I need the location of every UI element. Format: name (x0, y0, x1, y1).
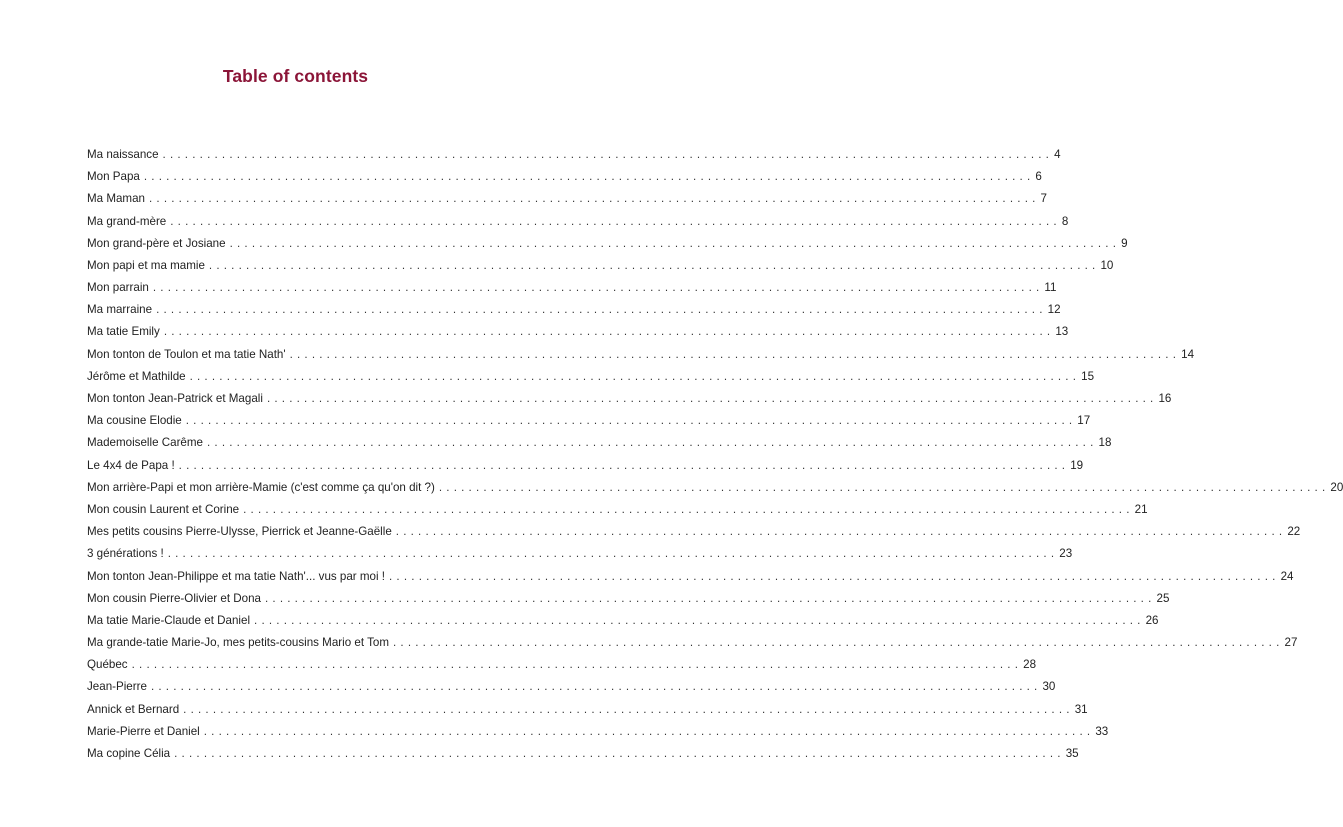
toc-entry[interactable] (87, 743, 1079, 765)
toc-entry-page: 6 (1035, 170, 1042, 184)
toc-entry-label: Ma marraine (87, 303, 153, 317)
dot-leader: ........................................................................................................................ (189, 369, 1081, 383)
toc-entry-page: 20 (1330, 480, 1343, 494)
toc-entry-label: Marie-Pierre et Daniel (87, 724, 200, 738)
toc-entry-label: Annick et Bernard (87, 702, 180, 716)
toc-entry-label: Mon tonton de Toulon et ma tatie Nath' (87, 347, 286, 361)
dot-leader: ........................................................................................................................ (203, 724, 1095, 738)
dot-leader: ........................................................................................................................ (150, 680, 1042, 694)
toc-entry-label: Mademoiselle Carême (87, 436, 203, 450)
toc-entry-label: Ma grande-tatie Marie-Jo, mes petits-cousins Mario et Tom (87, 636, 389, 650)
dot-leader: ........................................................................................................................ (395, 525, 1287, 539)
toc-entry-label: Mon cousin Laurent et Corine (87, 502, 240, 516)
toc-entry[interactable] (87, 211, 1069, 233)
toc-entry-page: 13 (1055, 325, 1069, 339)
toc-entry[interactable] (87, 610, 1159, 632)
toc-entry-label: Ma naissance (87, 147, 159, 161)
dot-leader: ........................................................................................................................ (185, 414, 1077, 428)
toc-entry[interactable] (87, 344, 1195, 366)
dot-leader: ........................................................................................................................ (208, 258, 1100, 272)
toc-entry-label: Ma grand-mère (87, 214, 167, 228)
toc-entry-page: 18 (1098, 436, 1112, 450)
toc-entry-page: 7 (1040, 192, 1047, 206)
toc-entry-label: Ma tatie Marie-Claude et Daniel (87, 613, 251, 627)
toc-entry-label: Québec (87, 658, 128, 672)
dot-leader: ........................................................................................................................ (254, 613, 1145, 627)
toc-entry-label: Ma tatie Emily (87, 325, 160, 339)
toc-entry[interactable] (87, 277, 1057, 299)
dot-leader: ........................................................................................................................ (143, 170, 1035, 184)
toc-entry[interactable] (87, 432, 1112, 454)
toc-entry-page: 26 (1145, 613, 1159, 627)
toc-entry[interactable] (87, 699, 1088, 721)
toc-entry[interactable] (87, 588, 1170, 610)
toc-entry[interactable] (87, 477, 1343, 499)
toc-entry-page: 15 (1081, 369, 1095, 383)
toc-entry[interactable] (87, 166, 1042, 188)
dot-leader: ........................................................................................................................ (392, 636, 1284, 650)
page-title: Table of contents (222, 66, 369, 86)
toc-entry-page: 28 (1023, 658, 1037, 672)
toc-entry-page: 14 (1181, 347, 1195, 361)
toc-entry-label: Le 4x4 de Papa ! (87, 458, 175, 472)
dot-leader: ........................................................................................................................ (266, 392, 1158, 406)
toc-entry[interactable] (87, 366, 1095, 388)
toc-entry-page: 22 (1287, 525, 1301, 539)
toc-entry-page: 27 (1284, 636, 1298, 650)
toc-entry[interactable] (87, 543, 1073, 565)
dot-leader: ........................................................................................................................ (163, 325, 1055, 339)
toc-entry-page: 23 (1059, 547, 1073, 561)
toc-entry-page: 33 (1095, 724, 1109, 738)
toc-entry[interactable] (87, 299, 1061, 321)
toc-entry-page: 17 (1077, 414, 1091, 428)
toc-entry-label: Mon parrain (87, 281, 149, 295)
toc-entry[interactable] (87, 322, 1069, 344)
toc-entry-page: 21 (1134, 502, 1148, 516)
table-of-contents (87, 144, 1343, 765)
toc-entry-page: 19 (1070, 458, 1084, 472)
toc-entry-page: 8 (1061, 214, 1069, 228)
toc-entry[interactable] (87, 654, 1037, 676)
toc-entry-page: 9 (1121, 236, 1128, 250)
dot-leader: ........................................................................................................................ (152, 281, 1044, 295)
toc-entry[interactable] (87, 499, 1148, 521)
toc-entry[interactable] (87, 410, 1091, 432)
toc-entry-page: 11 (1044, 281, 1057, 295)
dot-leader: ........................................................................................................................ (229, 236, 1121, 250)
dot-leader: ........................................................................................................................ (206, 436, 1098, 450)
toc-entry-label: Mon arrière-Papi et mon arrière-Mamie (c'est comme ça qu'on dit ?) (87, 480, 435, 494)
toc-entry[interactable] (87, 233, 1128, 255)
toc-entry-label: Ma copine Célia (87, 747, 171, 761)
toc-entry-label: Mon grand-père et Josiane (87, 236, 226, 250)
toc-entry-label: Ma cousine Elodie (87, 414, 182, 428)
toc-entry-label: Mon Papa (87, 170, 140, 184)
toc-entry-label: Mon papi et ma mamie (87, 258, 205, 272)
dot-leader: ........................................................................................................................ (167, 547, 1059, 561)
toc-entry-page: 31 (1074, 702, 1088, 716)
toc-entry-label: Mon tonton Jean-Philippe et ma tatie Nath'... vus par moi ! (87, 569, 386, 583)
toc-entry[interactable] (87, 255, 1114, 277)
toc-entry[interactable] (87, 188, 1047, 210)
dot-leader: ........................................................................................................................ (289, 347, 1181, 361)
toc-entry-label: Jean-Pierre (87, 680, 147, 694)
toc-entry-page: 4 (1054, 147, 1061, 161)
toc-entry-label: 3 générations ! (87, 547, 164, 561)
toc-entry-page: 12 (1047, 303, 1061, 317)
toc-entry-page: 35 (1065, 747, 1079, 761)
toc-entry-page: 16 (1158, 392, 1172, 406)
toc-entry[interactable] (87, 144, 1061, 166)
dot-leader: ........................................................................................................................ (162, 147, 1054, 161)
toc-entry[interactable] (87, 677, 1056, 699)
dot-leader: ........................................................................................................................ (178, 458, 1070, 472)
toc-entry[interactable] (87, 388, 1172, 410)
dot-leader: ........................................................................................................................ (170, 214, 1061, 228)
toc-entry[interactable] (87, 521, 1301, 543)
dot-leader: ........................................................................................................................ (174, 747, 1065, 761)
toc-entry-page: 24 (1280, 569, 1294, 583)
toc-entry-label: Ma Maman (87, 192, 145, 206)
toc-entry-label: Jérôme et Mathilde (87, 369, 186, 383)
toc-entry[interactable] (87, 455, 1084, 477)
toc-entry-page: 25 (1156, 591, 1170, 605)
dot-leader: ........................................................................................................................ (156, 303, 1047, 317)
toc-entry-label: Mon cousin Pierre-Olivier et Dona (87, 591, 261, 605)
dot-leader: ........................................................................................................................ (183, 702, 1074, 716)
dot-leader: ........................................................................................................................ (131, 658, 1023, 672)
toc-entry[interactable] (87, 566, 1294, 588)
toc-entry-label: Mon tonton Jean-Patrick et Magali (87, 392, 263, 406)
toc-entry[interactable] (87, 632, 1298, 654)
dot-leader: ........................................................................................................................ (243, 502, 1134, 516)
toc-entry-page: 10 (1100, 258, 1114, 272)
dot-leader: ........................................................................................................................ (149, 192, 1040, 206)
dot-leader: ........................................................................................................................ (264, 591, 1156, 605)
toc-entry-label: Mes petits cousins Pierre-Ulysse, Pierrick et Jeanne-Gaëlle (87, 525, 392, 539)
toc-entry-page: 30 (1042, 680, 1056, 694)
toc-entry[interactable] (87, 721, 1109, 743)
dot-leader: ........................................................................................................................ (438, 480, 1330, 494)
dot-leader: ........................................................................................................................ (389, 569, 1280, 583)
